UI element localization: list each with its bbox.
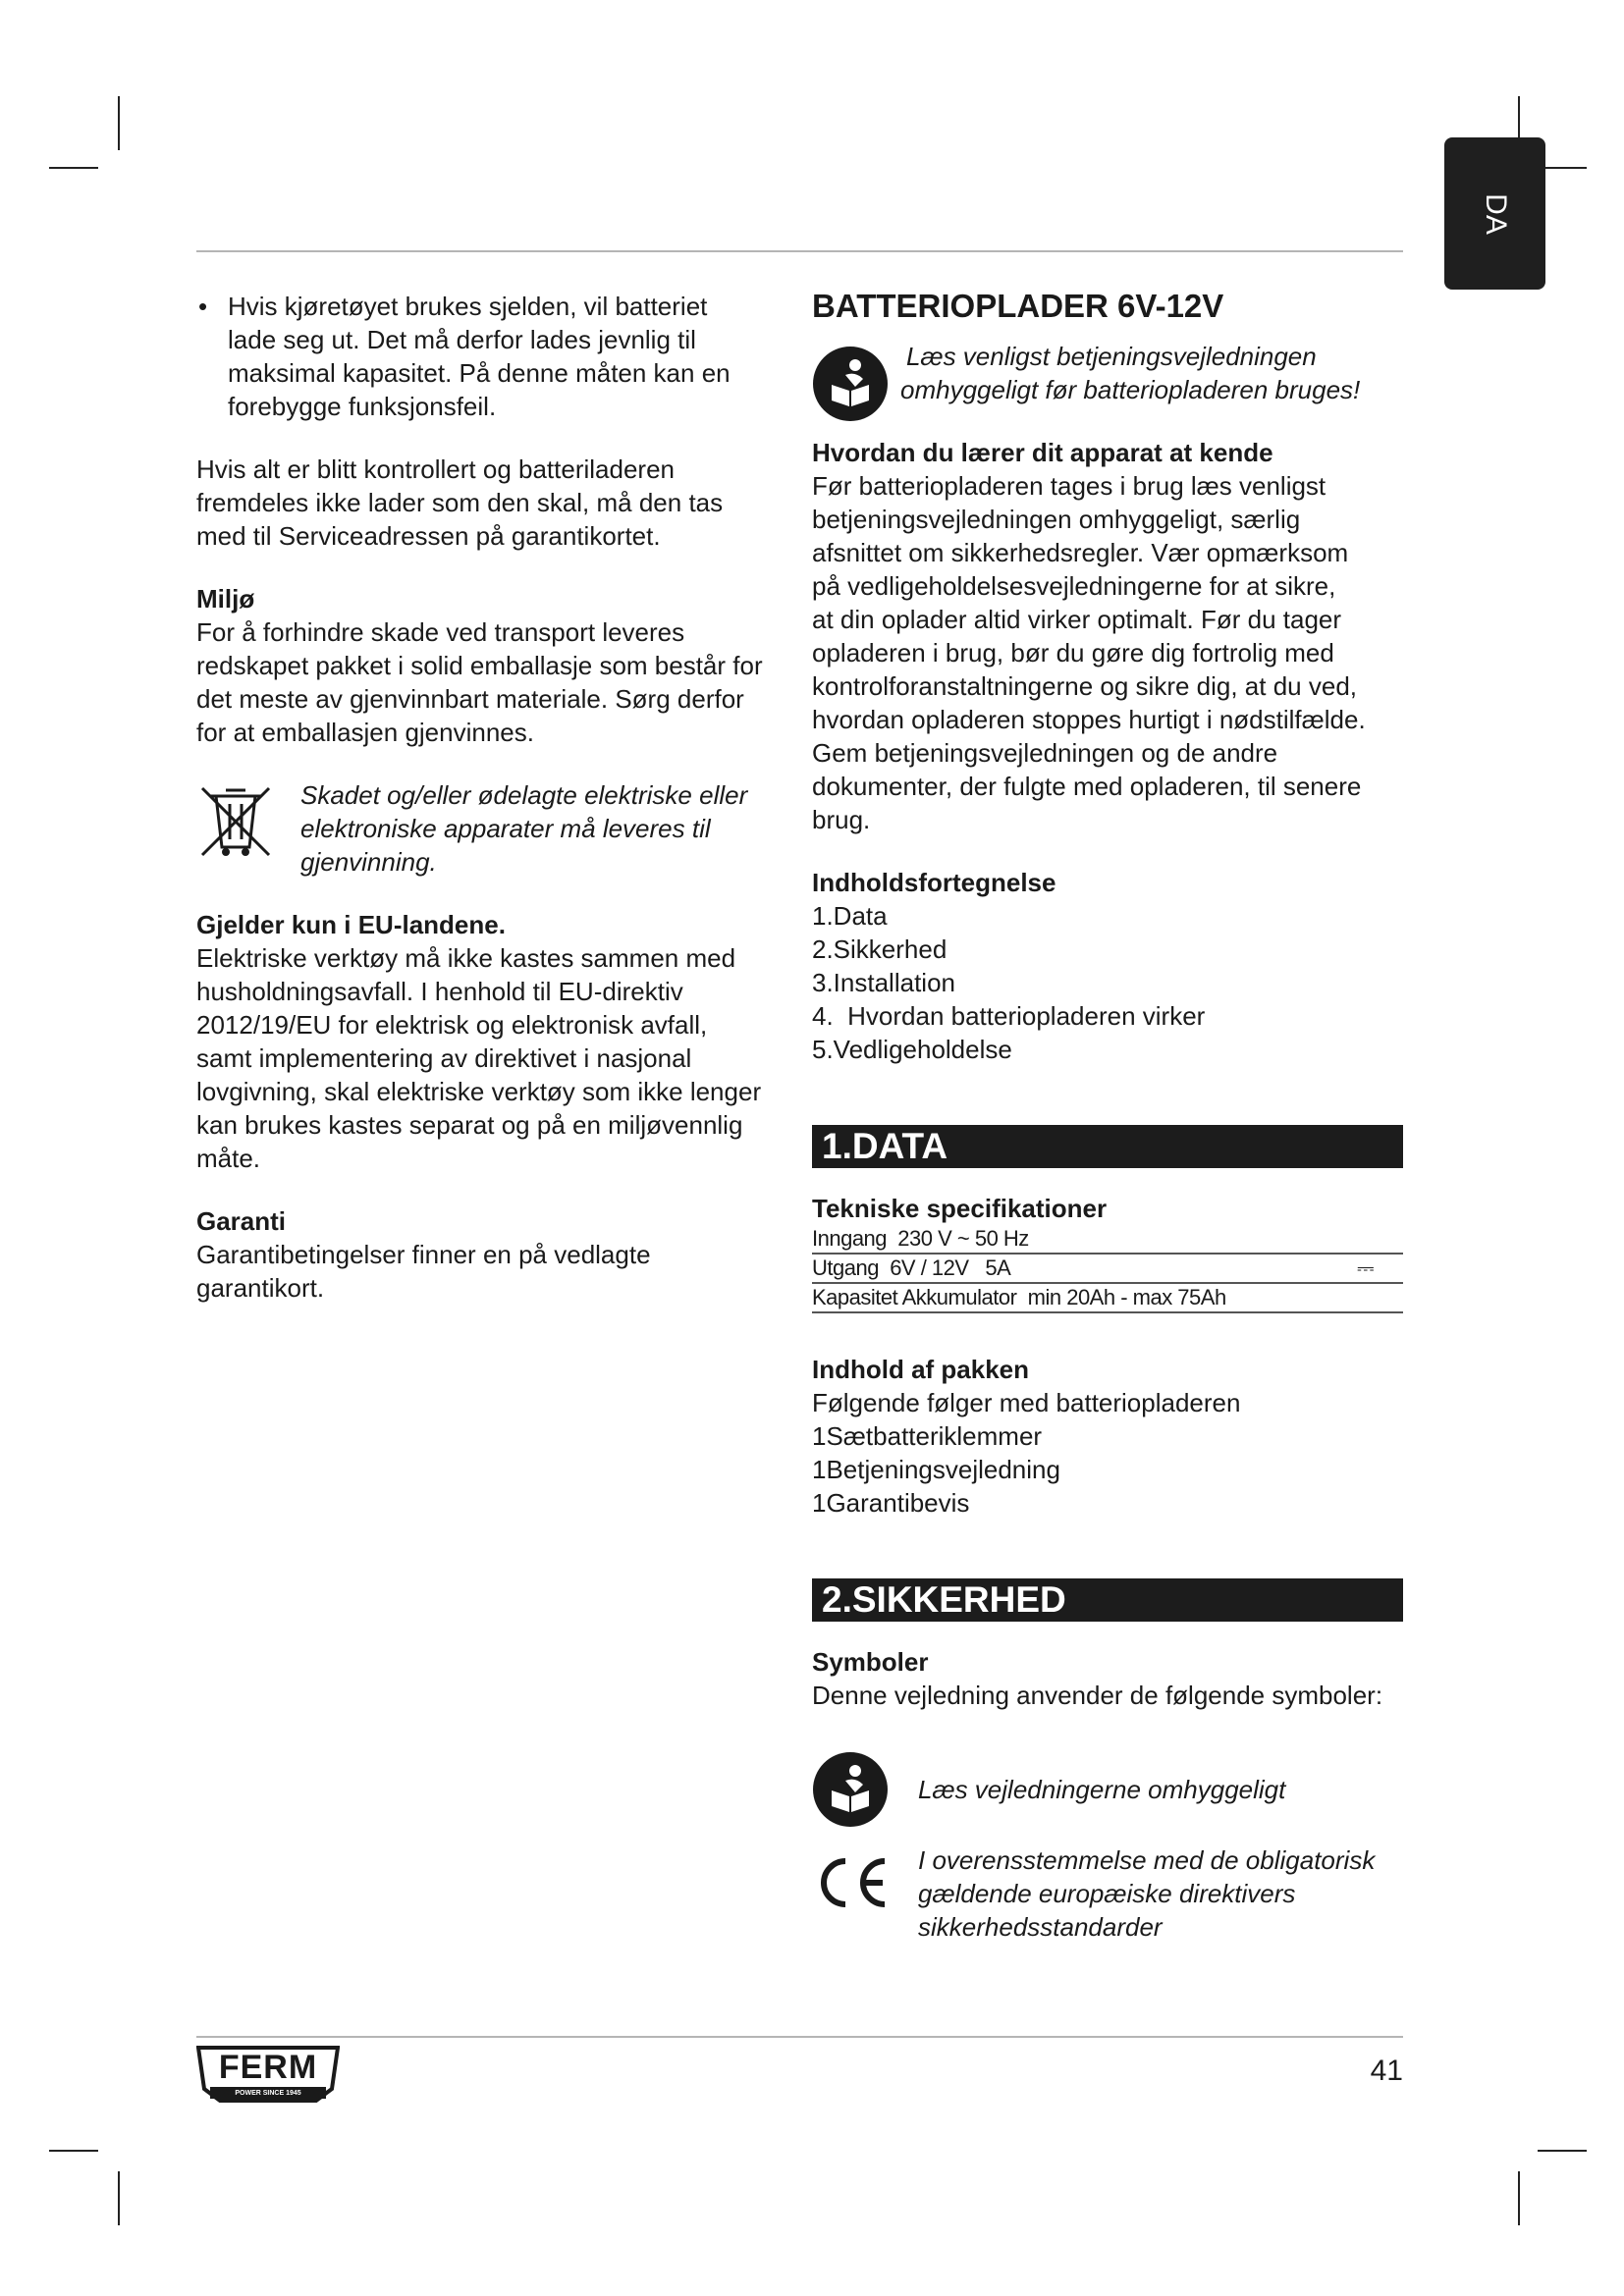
right-column: [812, 287, 1403, 1944]
paragraph-line: det meste av gjenvinnbart materiale. Sørg derfor: [196, 684, 744, 714]
ferm-logo: [196, 2044, 340, 2103]
paragraph-line: dokumenter, der fulgte med opladeren, til senere: [812, 772, 1362, 801]
spec-cell: [812, 1254, 1315, 1283]
crop-mark: [118, 2171, 120, 2225]
bullet-line: forebygge funksjonsfeil.: [228, 392, 497, 421]
paragraph-line: hvordan opladeren stoppes hurtigt i nødstilfælde.: [812, 705, 1366, 734]
page-title: BATTERIOPLADER 6V-12V: [812, 288, 1224, 324]
paragraph-line: For å forhindre skade ved transport leveres: [196, 617, 685, 647]
toc-item: 5.Vedligeholdelse: [812, 1035, 1012, 1064]
crop-mark: [1538, 2150, 1587, 2152]
spec-heading: Tekniske specifikationer: [812, 1194, 1108, 1223]
page-number: 41: [1370, 2055, 1403, 2087]
pack-item: 1Betjeningsvejledning: [812, 1455, 1060, 1484]
paragraph-line: samt implementering av direktivet i nasjonal: [196, 1043, 692, 1073]
crop-mark: [1518, 2171, 1520, 2225]
symbol-read-row: [812, 1751, 1403, 1828]
paragraph-line: 2012/19/EU for elektrisk og elektronisk avfall,: [196, 1010, 708, 1040]
note-line: sikkerhedsstandarder: [918, 1912, 1163, 1942]
paragraph-line: brug.: [812, 805, 871, 834]
paragraph-line: Gem betjeningsvejledningen og de andre: [812, 738, 1278, 768]
paragraph-line: på vedligeholdelsesvejledningerne for at sikre,: [812, 571, 1336, 601]
paragraph-line: husholdningsavfall. I henhold til EU-direktiv: [196, 977, 683, 1006]
symbols-heading: Symboler: [812, 1647, 929, 1677]
symbol-read-text: Læs vejledningerne omhyggeligt: [918, 1775, 1286, 1804]
toc-item: 3.Installation: [812, 968, 955, 997]
toc-item: 1.Data: [812, 901, 888, 931]
spec-row: [812, 1225, 1403, 1254]
note-line: I overensstemmelse med de obligatorisk: [918, 1845, 1376, 1875]
pack-heading: Indhold af pakken: [812, 1355, 1030, 1384]
left-column: [196, 290, 795, 1305]
spec-cell: [812, 1283, 1315, 1312]
note-line: gjenvinning.: [300, 847, 437, 877]
spec-label: Utgang: [812, 1255, 879, 1280]
bullet-icon: •: [198, 292, 208, 321]
paragraph-line: garantikort.: [196, 1273, 325, 1303]
spec-value: 230 V ~ 50 Hz: [897, 1226, 1029, 1251]
pack-item: Følgende følger med batteriopladeren: [812, 1388, 1241, 1417]
spec-row: [812, 1254, 1403, 1283]
weee-note: [196, 778, 795, 879]
paragraph-line: at din oplader altid virker optimalt. Før du tager: [812, 605, 1342, 634]
language-tab-label: DA: [1479, 192, 1512, 235]
ferm-logo-tagline: POWER SINCE 1945: [235, 2090, 301, 2097]
bullet-line: Hvis kjøretøyet brukes sjelden, vil batteriet: [228, 292, 708, 321]
toc-heading: Indholdsfortegnelse: [812, 868, 1056, 897]
paragraph-line: måte.: [196, 1144, 261, 1173]
ferm-logo-brand: FERM: [218, 2049, 318, 2086]
ce-mark-icon: [812, 1853, 891, 1912]
spec-symbol: [1315, 1283, 1403, 1312]
spec-table: [812, 1225, 1403, 1313]
spec-label: Kapasitet Akkumulator: [812, 1285, 1017, 1309]
note-line: gældende europæiske direktivers: [918, 1879, 1296, 1908]
bullet-line: maksimal kapasitet. På denne måten kan en: [228, 358, 731, 388]
section-1-header: 1.DATA: [812, 1125, 1403, 1168]
note-line: omhyggeligt før batteriopladeren bruges!: [900, 375, 1361, 404]
symbols-intro: Denne vejledning anvender de følgende symboler:: [812, 1681, 1383, 1710]
note-line: Skadet og/eller ødelagte elektriske eller: [300, 780, 748, 810]
read-manual-icon: [812, 346, 889, 422]
paragraph-line: betjeningsvejledningen omhyggeligt, særlig: [812, 505, 1301, 534]
crop-mark: [118, 96, 120, 150]
spec-value: min 20Ah - max 75Ah: [1027, 1285, 1226, 1309]
paragraph-line: Garantibetingelser finner en på vedlagte: [196, 1240, 651, 1269]
garanti-heading: Garanti: [196, 1206, 287, 1236]
pack-item: 1Sætbatteriklemmer: [812, 1421, 1043, 1451]
read-manual-icon: [812, 1751, 889, 1828]
miljo-heading: Miljø: [196, 584, 255, 614]
paragraph-line: lovgivning, skal elektriske verktøy som ikke lenger: [196, 1077, 762, 1106]
language-tab: [1444, 137, 1545, 290]
symbol-ce-row: [812, 1843, 1403, 1944]
bullet-line: lade seg ut. Det må derfor lades jevnlig til: [228, 325, 696, 354]
paragraph-line: opladeren i brug, bør du gøre dig fortrolig med: [812, 638, 1334, 667]
crossed-bin-icon: [196, 782, 275, 861]
crop-mark: [49, 2150, 98, 2152]
spec-label: Inngang: [812, 1226, 888, 1251]
header-rule: [196, 250, 1403, 252]
spec-symbol: [1315, 1225, 1403, 1254]
intro-heading: Hvordan du lærer dit apparat at kende: [812, 438, 1273, 467]
paragraph-line: Hvis alt er blitt kontrollert og batteriladeren: [196, 454, 676, 484]
spec-row: [812, 1283, 1403, 1312]
eu-heading: Gjelder kun i EU-landene.: [196, 910, 506, 939]
note-line: elektroniske apparater må leveres til: [300, 814, 711, 843]
note-line: Læs venligst betjeningsvejledningen: [906, 342, 1317, 371]
paragraph-line: kan brukes kastes separat og på en miljøvennlig: [196, 1110, 743, 1140]
paragraph-line: fremdeles ikke lader som den skal, må den tas: [196, 488, 724, 517]
toc-item: 2.Sikkerhed: [812, 934, 947, 964]
paragraph-line: redskapet pakket i solid emballasje som består for: [196, 651, 763, 680]
section-2-header: 2.SIKKERHED: [812, 1578, 1403, 1622]
paragraph-line: Før batteriopladeren tages i brug læs venligst: [812, 471, 1326, 501]
pack-item: 1Garantibevis: [812, 1488, 970, 1518]
paragraph-line: kontrolforanstaltningerne og sikre dig, at du ved,: [812, 671, 1358, 701]
paragraph-line: afsnittet om sikkerhedsregler. Vær opmærksom: [812, 538, 1349, 567]
dc-symbol-icon: ⎓: [1315, 1254, 1403, 1283]
spec-value: 6V / 12V 5A: [890, 1255, 1011, 1280]
spec-cell: [812, 1225, 1315, 1254]
paragraph-line: med til Serviceadressen på garantikortet.: [196, 521, 661, 551]
bullet-item: [196, 290, 795, 423]
paragraph-line: for at emballasjen gjenvinnes.: [196, 718, 534, 747]
toc-item: 4. Hvordan batteriopladeren virker: [812, 1001, 1206, 1031]
paragraph-line: Elektriske verktøy må ikke kastes sammen med: [196, 943, 736, 973]
crop-mark: [49, 167, 98, 169]
footer-rule: [196, 2036, 1403, 2038]
read-manual-note: [812, 340, 1403, 422]
